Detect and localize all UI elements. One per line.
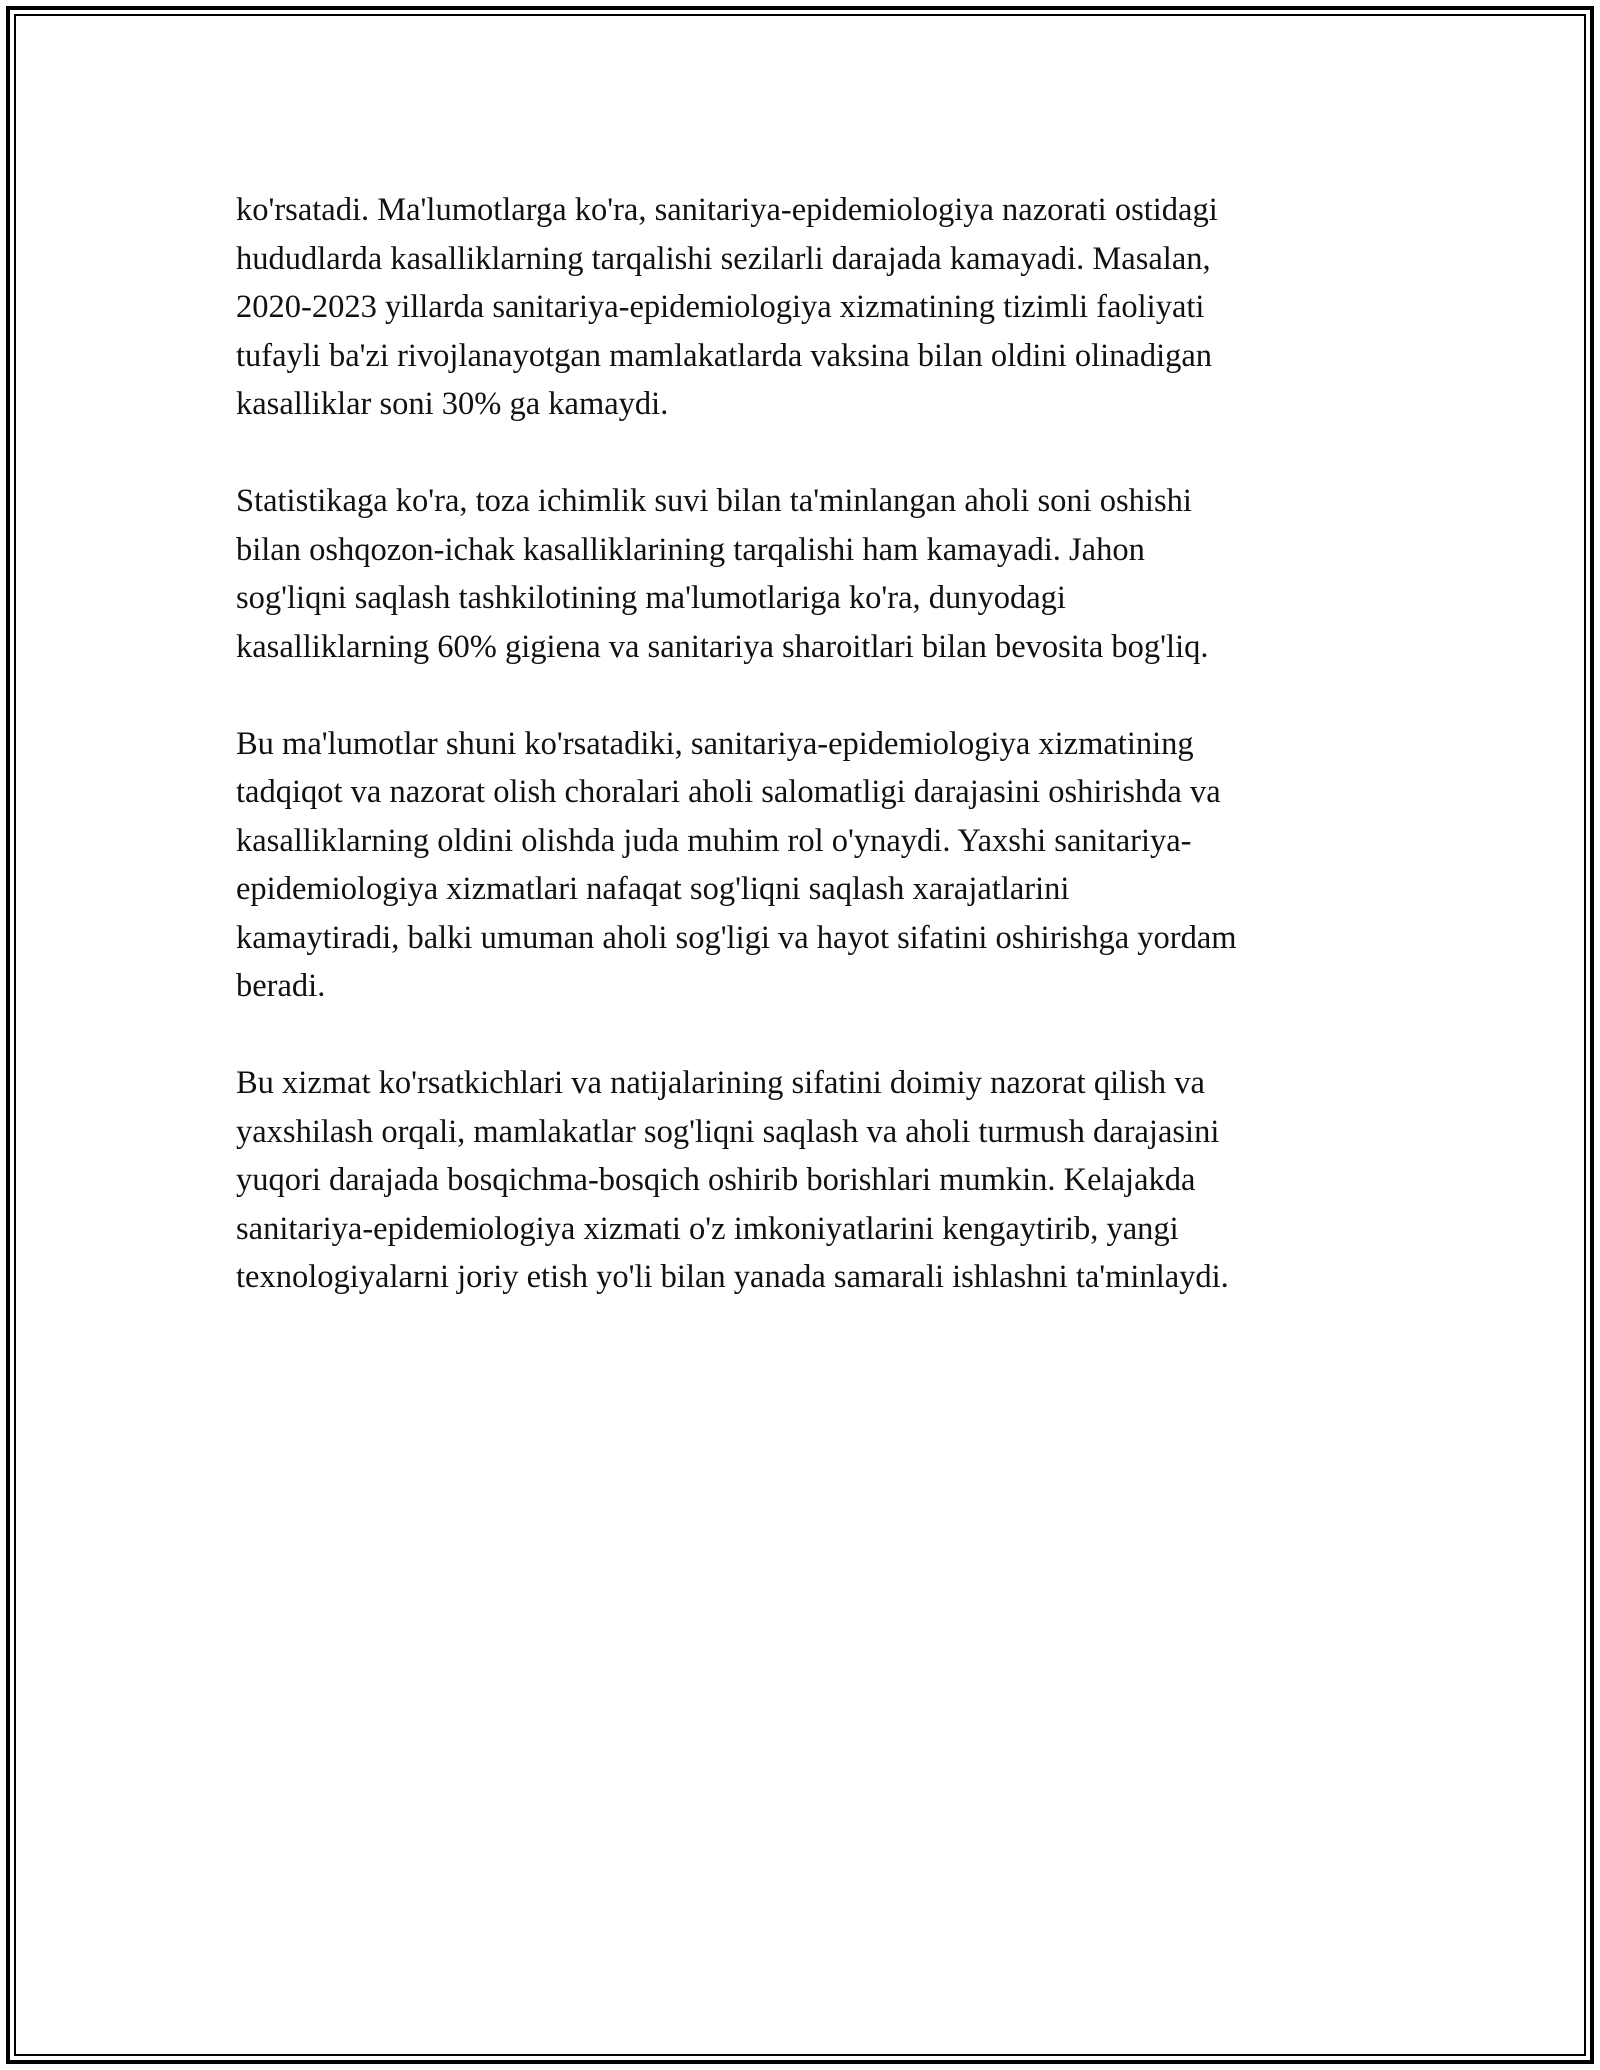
- document-body: [236, 186, 1396, 1350]
- text-line: sog'liqni saqlash tashkilotining ma'lumotlariga ko'ra, dunyodagi: [236, 580, 1066, 616]
- text-line: Statistikaga ko'ra, toza ichimlik suvi bilan ta'minlangan aholi soni oshishi: [236, 483, 1192, 519]
- text-line: kasalliklarning 60% gigiena va sanitariya sharoitlari bilan bevosita bog'liq.: [236, 628, 1209, 665]
- paragraph-4: [236, 1059, 1396, 1302]
- paragraph-1: [236, 186, 1396, 429]
- text-line: Bu ma'lumotlar shuni ko'rsatadiki, sanitariya-epidemiologiya xizmatining: [236, 725, 1194, 762]
- text-line: tadqiqot va nazorat olish choralari aholi salomatligi darajasini oshirishda va: [236, 774, 1221, 810]
- text-line: ko'rsatadi. Ma'lumotlarga ko'ra, sanitariya-epidemiologiya nazorati ostidagi: [236, 192, 1218, 228]
- text-line: kasalliklarning oldini olishda juda muhim rol o'ynaydi. Yaxshi sanitariya-: [236, 822, 1192, 859]
- text-line: yaxshilash orqali, mamlakatlar sog'liqni saqlash va aholi turmush darajasini: [236, 1113, 1220, 1150]
- text-line: kamaytiradi, balki umuman aholi sog'ligi va hayot sifatini oshirishga yordam: [236, 919, 1237, 956]
- text-line: epidemiologiya xizmatlari nafaqat sog'liqni saqlash xarajatlarini: [236, 871, 1070, 907]
- text-line: 2020-2023 yillarda sanitariya-epidemiologiya xizmatining tizimli faoliyati: [236, 289, 1205, 325]
- text-line: sanitariya-epidemiologiya xizmati o'z imkoniyatlarini kengaytirib, yangi: [236, 1210, 1179, 1247]
- paragraph-2: [236, 477, 1396, 671]
- paragraph-3: [236, 720, 1396, 1011]
- text-line: texnologiyalarni joriy etish yo'li bilan yanada samarali ishlashni ta'minlaydi.: [236, 1259, 1229, 1295]
- text-line: yuqori darajada bosqichma-bosqich oshirib borishlari mumkin. Kelajakda: [236, 1162, 1196, 1198]
- text-line: hududlarda kasalliklarning tarqalishi sezilarli darajada kamayadi. Masalan,: [236, 240, 1211, 277]
- text-line: Bu xizmat ko'rsatkichlari va natijalarining sifatini doimiy nazorat qilish va: [236, 1065, 1205, 1101]
- text-line: beradi.: [236, 968, 326, 1004]
- text-line: kasalliklar soni 30% ga kamaydi.: [236, 386, 669, 422]
- text-line: tufayli ba'zi rivojlanayotgan mamlakatlarda vaksina bilan oldini olinadigan: [236, 337, 1213, 374]
- text-line: bilan oshqozon-ichak kasalliklarining tarqalishi ham kamayadi. Jahon: [236, 531, 1145, 568]
